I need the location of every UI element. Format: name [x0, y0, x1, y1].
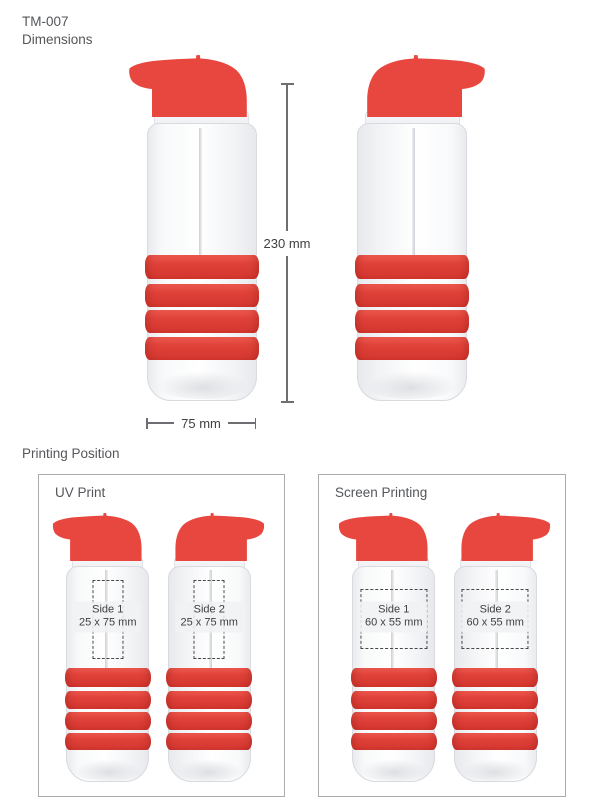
print-side-label: Side 1	[92, 603, 124, 616]
print-area-label	[462, 601, 529, 632]
print-area-label	[360, 601, 427, 632]
dimension-line	[286, 85, 288, 231]
bottle-dimensions-back	[356, 55, 486, 402]
product-code: TM-007	[22, 14, 69, 29]
dimension-tick	[281, 401, 294, 403]
screen-printing-panel	[318, 474, 566, 797]
straw-line	[412, 128, 415, 255]
print-size-label: 25 x 75 mm	[79, 616, 137, 629]
bottle-uv-side-1	[52, 513, 150, 783]
width-dimension	[146, 415, 256, 431]
bottle-uv-side-2	[167, 513, 265, 783]
print-area	[66, 513, 149, 783]
uv-print-panel	[38, 474, 285, 797]
print-area	[352, 513, 435, 783]
print-side-label: Side 2	[193, 603, 225, 616]
print-area-label	[74, 601, 141, 632]
dimension-line	[228, 422, 255, 424]
grip-band	[355, 255, 469, 280]
print-area	[454, 513, 537, 783]
flip-cap-icon	[356, 55, 486, 117]
grip-band	[145, 255, 259, 280]
bottle-graphic	[356, 55, 486, 402]
dimension-line	[286, 256, 288, 402]
height-dimension-label: 230 mm	[263, 235, 311, 251]
grip-band	[145, 337, 259, 360]
grip-band	[355, 337, 469, 360]
dimension-line	[148, 422, 175, 424]
print-area-label	[176, 601, 243, 632]
dimension-tick	[255, 418, 257, 429]
height-dimension	[264, 83, 310, 403]
print-size-label: 25 x 75 mm	[180, 616, 238, 629]
bottle-screen-side-2	[453, 513, 551, 783]
bottle-dimensions-front	[128, 55, 258, 402]
straw-line	[199, 128, 202, 255]
width-dimension-label: 75 mm	[181, 415, 221, 431]
flip-cap-icon	[128, 55, 258, 117]
print-size-label: 60 x 55 mm	[466, 616, 524, 629]
bottle-screen-side-1	[338, 513, 436, 783]
panel-title: Screen Printing	[335, 485, 428, 500]
panel-title: UV Print	[55, 485, 106, 500]
grip-band	[145, 310, 259, 333]
grip-band	[355, 310, 469, 333]
print-side-label: Side 1	[378, 603, 410, 616]
grip-band	[145, 284, 259, 307]
header	[22, 13, 93, 48]
bottle-base-highlight	[157, 371, 248, 399]
grip-band	[355, 284, 469, 307]
printing-position-heading: Printing Position	[22, 446, 120, 461]
print-side-label: Side 2	[479, 603, 511, 616]
print-area	[168, 513, 251, 783]
bottle-graphic	[128, 55, 258, 402]
dimensions-heading: Dimensions	[22, 31, 93, 47]
print-size-label: 60 x 55 mm	[365, 616, 423, 629]
